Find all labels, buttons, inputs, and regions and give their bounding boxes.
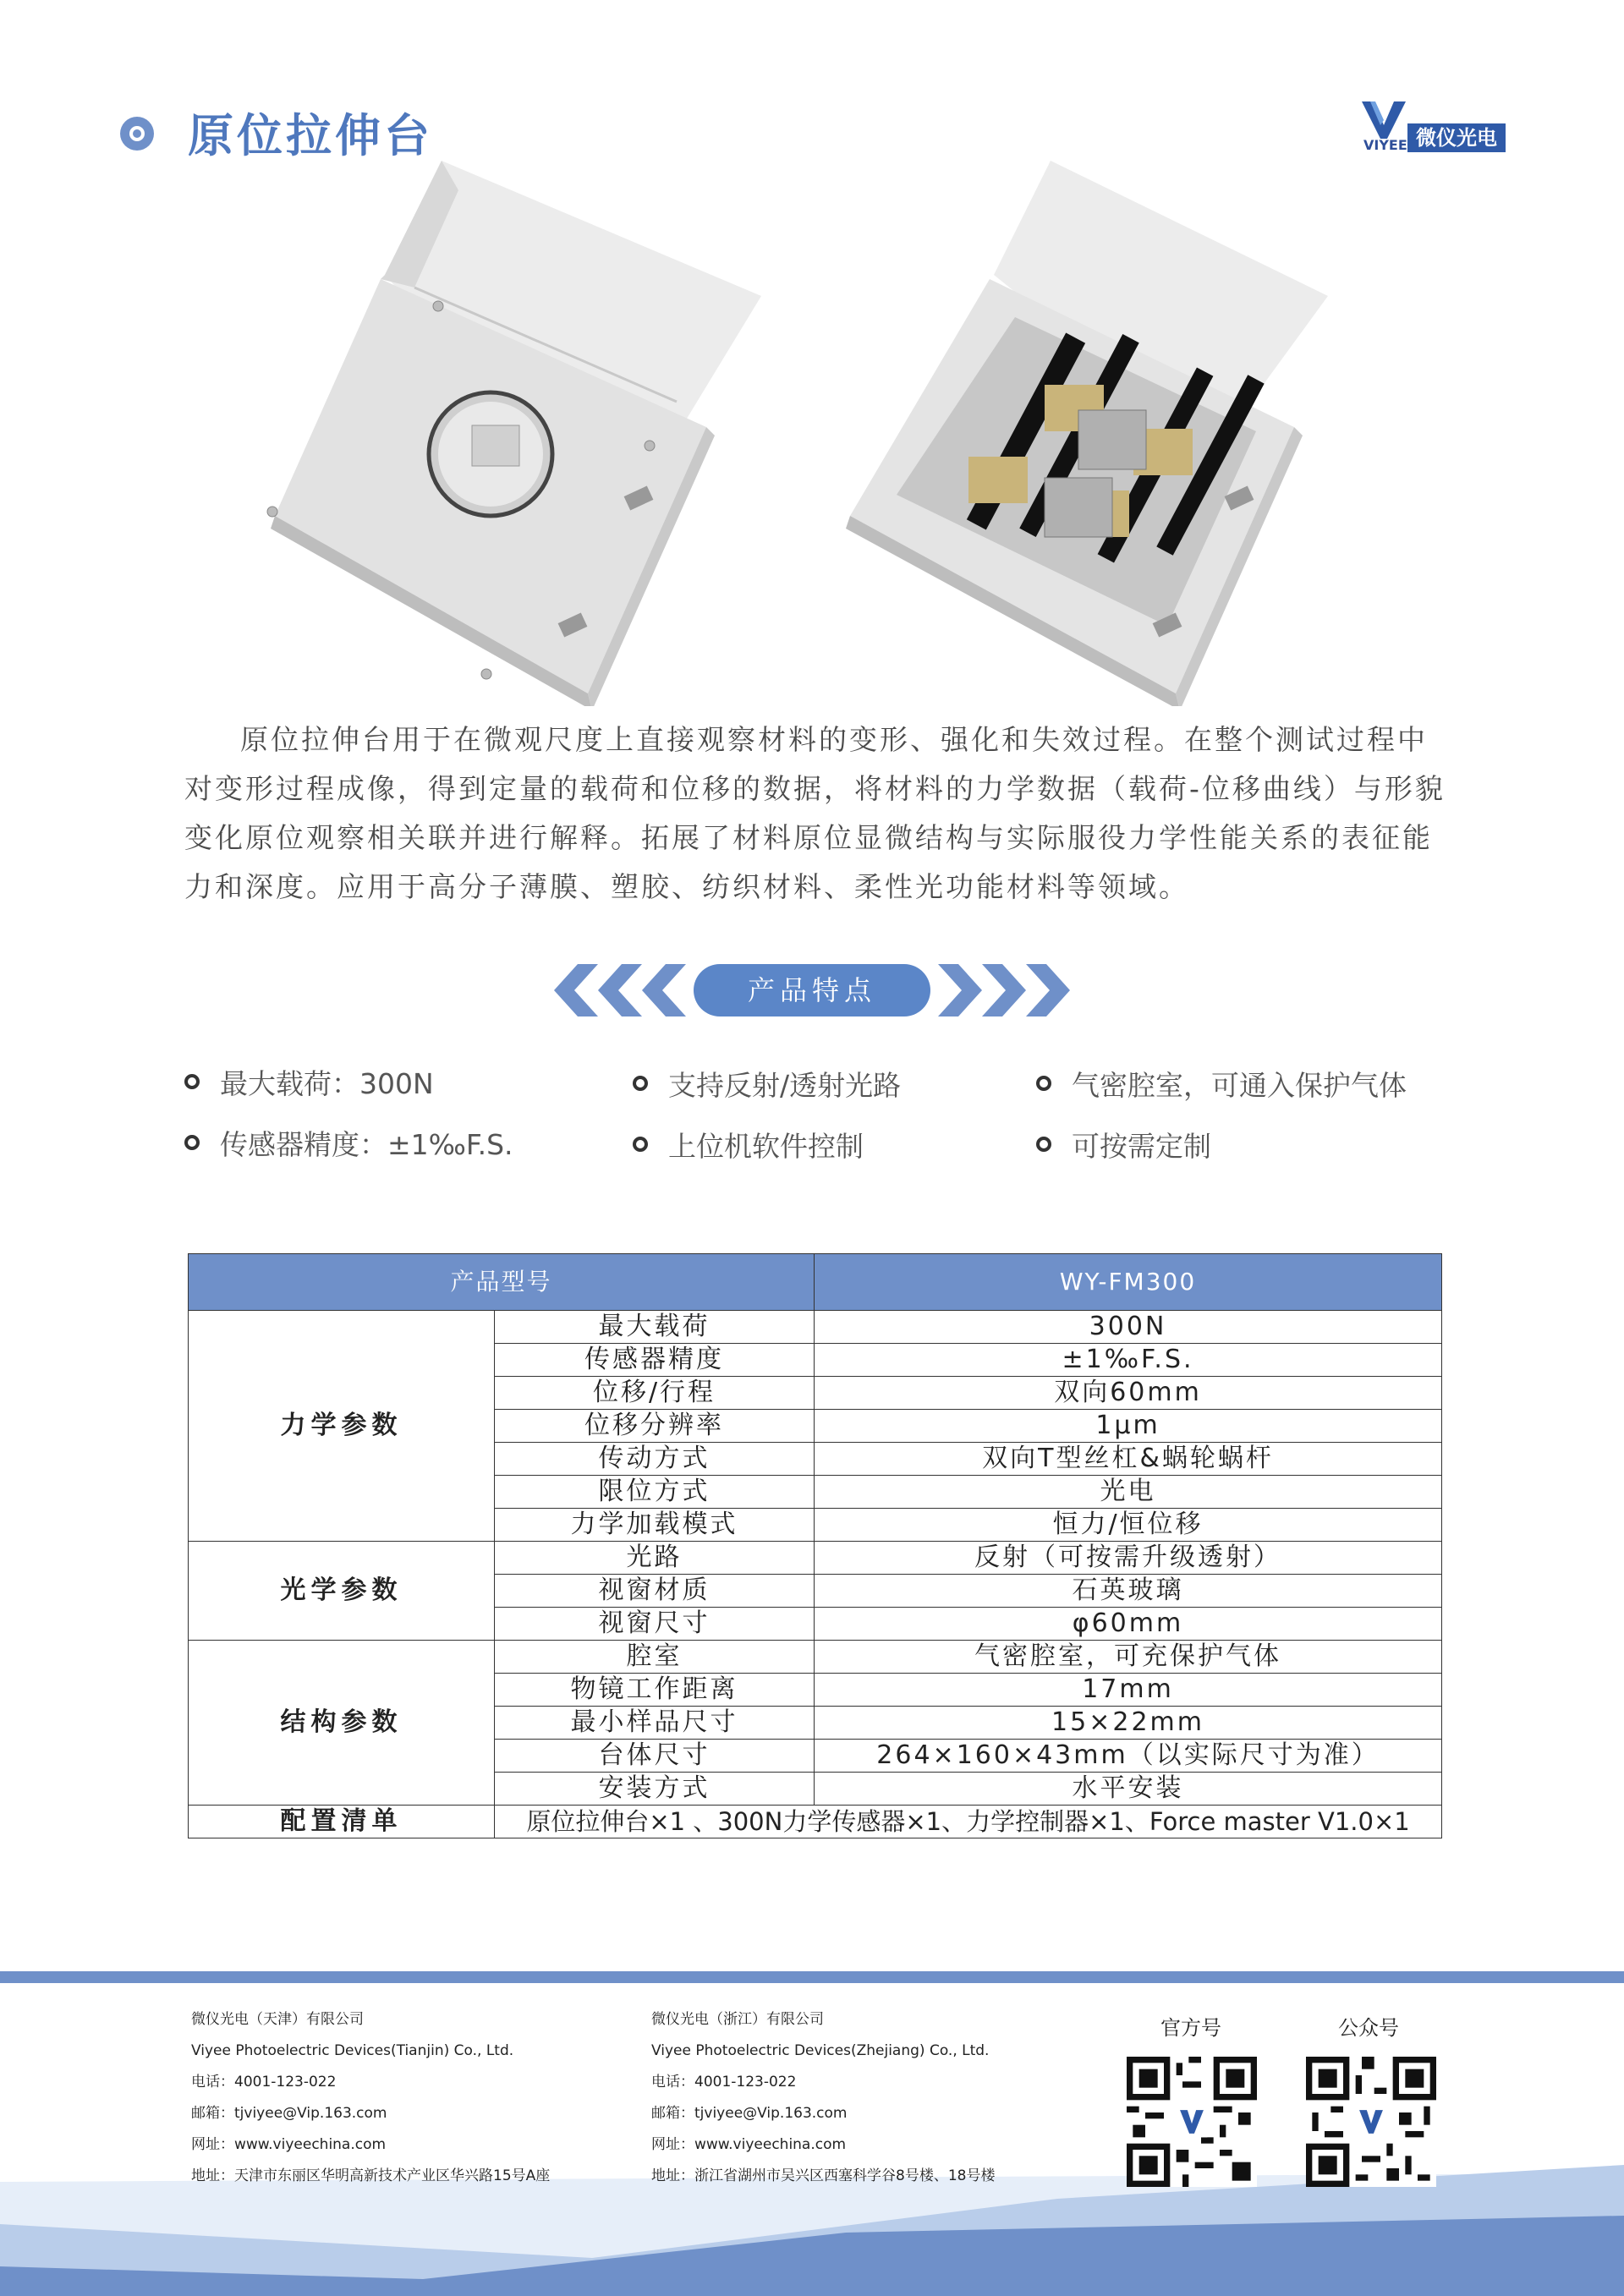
table-row-config bbox=[189, 1806, 1442, 1838]
logo-en-text: VIYEE bbox=[1363, 137, 1407, 153]
company-name-en: Viyee Photoelectric Devices(Tianjin) Co., Ltd. bbox=[191, 2042, 514, 2059]
table-row bbox=[189, 1542, 1442, 1575]
table-header-model-value: WY-FM300 bbox=[815, 1254, 1442, 1311]
param-name: 腔室 bbox=[495, 1641, 815, 1674]
group-label: 光学参数 bbox=[189, 1542, 495, 1641]
company-address: 地址：浙江省湖州市吴兴区西塞科学谷8号楼、18号楼 bbox=[651, 2167, 996, 2184]
table-row bbox=[189, 1311, 1442, 1344]
page-title: 原位拉伸台 bbox=[188, 109, 433, 162]
param-name: 台体尺寸 bbox=[495, 1740, 815, 1773]
param-name: 安装方式 bbox=[495, 1773, 815, 1806]
param-value: 264×160×43mm（以实际尺寸为准） bbox=[815, 1740, 1442, 1773]
table-header-row bbox=[189, 1254, 1442, 1311]
qr-label-public: 公众号 bbox=[1338, 2016, 1399, 2040]
qr-code-official-icon[interactable] bbox=[1127, 2057, 1257, 2187]
company-name-cn: 微仪光电（浙江）有限公司 bbox=[651, 2011, 824, 2028]
param-value: 恒力/恒位移 bbox=[815, 1509, 1442, 1542]
param-value: 双向60mm bbox=[815, 1377, 1442, 1410]
param-name: 最大载荷 bbox=[495, 1311, 815, 1344]
qr-label-official: 官方号 bbox=[1160, 2016, 1221, 2040]
param-name: 光路 bbox=[495, 1542, 815, 1575]
footer-zhejiang-info bbox=[651, 2004, 1125, 2192]
product-description: 原位拉伸台用于在微观尺度上直接观察材料的变形、强化和失效过程。在整个测试过程中对变形过程成像，得到定量的载荷和位移的数据，将材料的力学数据（载荷-位移曲线）与形貌变化原位观察相关联并进行解释。拓展了材料原位显微结构与实际服役力学性能关系的表征能力和深度。应用于高分子薄膜、塑胶、纺织材料、柔性光功能材料等领域。 bbox=[184, 723, 1446, 903]
bullet-icon bbox=[1036, 1076, 1051, 1091]
company-address: 地址：天津市东丽区华明高新技术产业区华兴路15号A座 bbox=[191, 2167, 551, 2184]
footer-tianjin-info bbox=[191, 2004, 631, 2192]
group-label: 结构参数 bbox=[189, 1641, 495, 1806]
param-value: ±1‰F.S. bbox=[815, 1344, 1442, 1377]
company-website[interactable]: 网址：www.viyeechina.com bbox=[651, 2136, 847, 2153]
param-value: 1μm bbox=[815, 1410, 1442, 1443]
param-value: 光电 bbox=[815, 1476, 1442, 1509]
features-title: 产品特点 bbox=[694, 964, 930, 1016]
company-email[interactable]: 邮箱：tjviyee@Vip.163.com bbox=[651, 2105, 848, 2122]
param-value: 15×22mm bbox=[815, 1707, 1442, 1740]
company-phone: 电话：4001-123-022 bbox=[191, 2074, 337, 2091]
qr-code-public-icon[interactable] bbox=[1306, 2057, 1436, 2187]
company-website[interactable]: 网址：www.viyeechina.com bbox=[191, 2136, 387, 2153]
param-name: 传动方式 bbox=[495, 1443, 815, 1476]
features-banner bbox=[554, 961, 1070, 1020]
param-name: 物镜工作距离 bbox=[495, 1674, 815, 1707]
bullet-icon bbox=[184, 1074, 200, 1089]
spec-table-wrapper bbox=[188, 1253, 1441, 1854]
param-value: 水平安装 bbox=[815, 1773, 1442, 1806]
config-label: 配置清单 bbox=[189, 1806, 495, 1838]
param-value: φ60mm bbox=[815, 1608, 1442, 1641]
param-name: 力学加载模式 bbox=[495, 1509, 815, 1542]
title-bullet-icon bbox=[120, 117, 154, 151]
company-name-cn: 微仪光电（天津）有限公司 bbox=[191, 2011, 364, 2028]
bullet-icon bbox=[184, 1135, 200, 1150]
param-value: 双向T型丝杠&蜗轮蜗杆 bbox=[815, 1443, 1442, 1476]
company-logo bbox=[1360, 100, 1504, 156]
spec-table bbox=[188, 1253, 1442, 1838]
param-value: 反射（可按需升级透射） bbox=[815, 1542, 1442, 1575]
config-value: 原位拉伸台×1 、300N力学传感器×1、力学控制器×1、Force master V1.0×1 bbox=[495, 1806, 1442, 1838]
param-name: 传感器精度 bbox=[495, 1344, 815, 1377]
table-header-model-label: 产品型号 bbox=[189, 1254, 815, 1311]
param-name: 视窗材质 bbox=[495, 1575, 815, 1608]
bullet-icon bbox=[633, 1137, 648, 1152]
product-image-open bbox=[816, 156, 1358, 706]
table-row bbox=[189, 1641, 1442, 1674]
param-name: 位移分辨率 bbox=[495, 1410, 815, 1443]
param-name: 视窗尺寸 bbox=[495, 1608, 815, 1641]
param-value: 石英玻璃 bbox=[815, 1575, 1442, 1608]
group-label: 力学参数 bbox=[189, 1311, 495, 1542]
footer-divider bbox=[0, 1971, 1624, 1983]
logo-cn-text: 微仪光电 bbox=[1407, 123, 1506, 152]
param-value: 17mm bbox=[815, 1674, 1442, 1707]
param-value: 气密腔室，可充保护气体 bbox=[815, 1641, 1442, 1674]
company-name-en: Viyee Photoelectric Devices(Zhejiang) Co., Ltd. bbox=[651, 2042, 990, 2059]
product-image-closed bbox=[254, 156, 795, 706]
company-email[interactable]: 邮箱：tjviyee@Vip.163.com bbox=[191, 2105, 387, 2122]
param-name: 限位方式 bbox=[495, 1476, 815, 1509]
bullet-icon bbox=[1036, 1137, 1051, 1152]
param-name: 位移/行程 bbox=[495, 1377, 815, 1410]
logo-v-icon bbox=[1360, 100, 1407, 140]
bullet-icon bbox=[633, 1076, 648, 1091]
param-value: 300N bbox=[815, 1311, 1442, 1344]
company-phone: 电话：4001-123-022 bbox=[651, 2074, 797, 2091]
param-name: 最小样品尺寸 bbox=[495, 1707, 815, 1740]
